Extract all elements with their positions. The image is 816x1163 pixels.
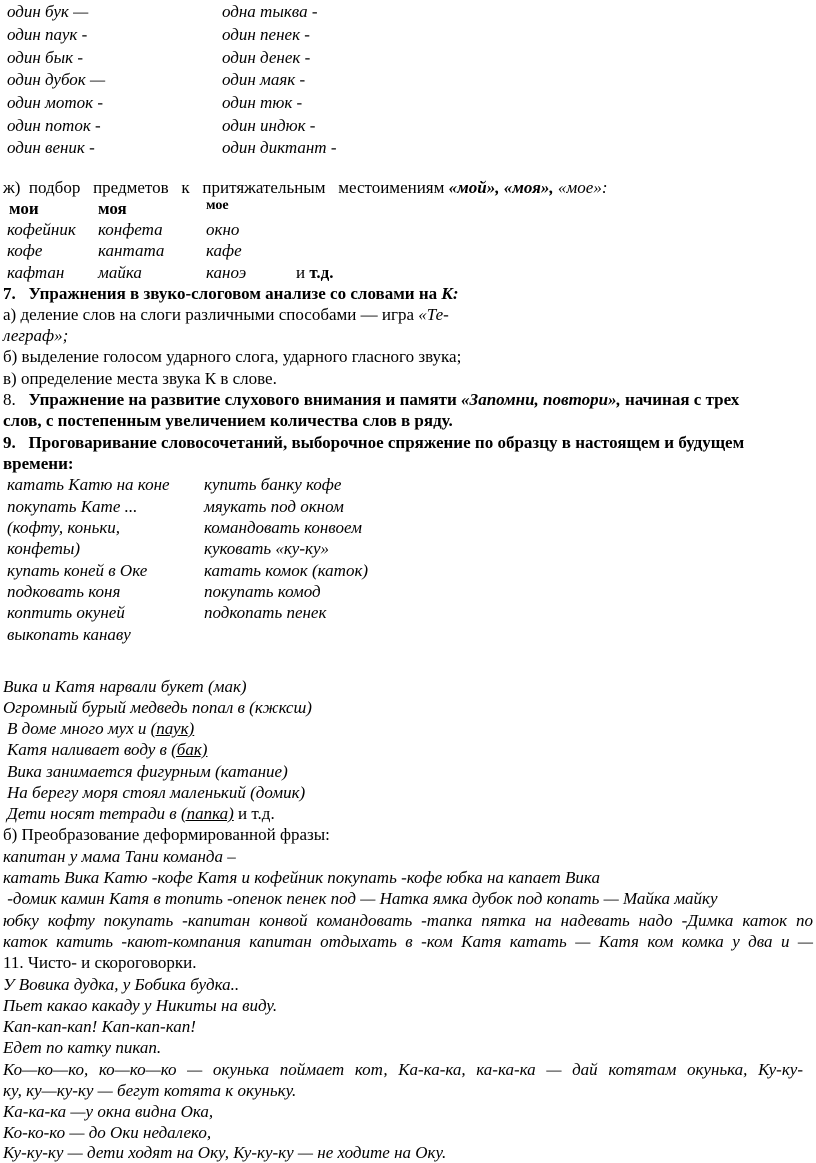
tongue-twister-line: Пьет какао какаду у Никиты на виду. [3,996,278,1015]
section-8-num: 8. [3,390,16,409]
pair-right-4: один маяк - [222,70,306,89]
tongue-twister-line: Ка-ка-ка —у окна видна Ока, [3,1102,214,1121]
phrase-left: покупать Кате ... [7,497,138,516]
deformed-line: -домик камин Катя в топить -опенок пенек под — Натка ямка дубок под копать — Майка майку [3,889,718,908]
section-11-heading: 11. Чисто- и скороговорки. [3,953,197,972]
pair-left-1: один бук — [7,2,89,21]
section-7-c: в) определение места звука К в слове. [3,369,277,388]
pronoun-heading-moe: «мое»: [557,178,608,197]
section-8-game: «Запомни, повтори», [461,390,621,409]
sentence-3 [7,719,194,739]
phrase-right: купить банку кофе [204,475,342,494]
deformed-heading: б) Преобразование деформированной фразы: [3,825,330,844]
sentence-7-text: Дети носят тетради в [7,804,177,823]
pair-right-1: одна тыква - [222,2,318,21]
sentence-7-end: и т.д. [238,804,275,823]
sentence-7 [7,804,275,824]
phrase-left: купать коней в Оке [7,561,148,580]
tongue-twister-line: Ку-ку-ку — дети ходят на Оку, Ку-ку-ку — не ходите на Оку. [3,1143,447,1162]
pronoun-etc [296,263,334,283]
pronoun-cell: окно [206,220,240,239]
section-8-line-1 [3,390,739,410]
phrase-right: мяукать под окном [204,497,344,516]
pair-left-6: один поток - [7,116,101,135]
pronoun-cell: кафтан [7,263,65,282]
pronoun-cell: кантата [98,241,165,260]
pronoun-cell: кофе [7,241,43,260]
phrase-left: выкопать канаву [7,625,131,644]
section-9-line-1: 9. Проговаривание словосочетаний, выборочное спряжение по образцу в настоящем и будущем [3,433,745,452]
section-8-text1: Упражнение на развитие слухового внимания и памяти [28,390,457,409]
phrase-left: конфеты) [7,539,81,558]
pair-left-4: один дубок — [7,70,106,89]
sentence-5 [3,762,288,782]
sentence-4-word: (бак) [171,740,208,759]
tongue-twister-line: У Вовика дудка, у Бобика будка.. [3,975,240,994]
deformed-line: капитан у мама Тани команда – [3,847,236,866]
deformed-line: каток катить -кают-компания капитан отдыхать в -ком Катя катать — Катя ком комка у два и — [3,932,813,951]
etc-plain: и [296,263,306,282]
sentence-1: Вика и Катя нарвали букет (мак) [3,677,247,696]
section-7-heading [3,284,459,304]
section-7-a-text: а) деление слов на слоги различными способами — игра [3,305,415,324]
pronoun-cell: кафе [206,241,242,260]
pair-left-2: один паук - [7,25,88,44]
sentence-3-word: (паук) [150,719,195,738]
pronoun-col-moi: мои [9,199,39,218]
phrase-right: командовать конвоем [204,518,362,537]
pair-right-5: один тюк - [222,93,303,112]
pronoun-cell: майка [98,263,142,282]
phrase-right: катать комок (каток) [204,561,369,580]
pair-left-7: один веник - [7,138,95,157]
sentence-5-text: Вика занимается фигурным (катание) [7,762,288,781]
pair-right-6: один индюк - [222,116,316,135]
tongue-twister-line: Кап-кап-кап! Кап-кап-кап! [3,1017,196,1036]
phrase-right: покупать комод [204,582,321,601]
pronoun-heading-text: ж) подбор предметов к притяжательным местоимениям [3,178,445,197]
section-7-a-game: «Те- [418,305,449,324]
section-7-a [3,305,449,325]
pronoun-cell: конфета [98,220,163,239]
phrase-right: куковать «ку-ку» [204,539,329,558]
pair-right-2: один пенек - [222,25,310,44]
pronoun-heading [3,178,607,198]
sentence-6: На берегу моря стоял маленький (домик) [7,783,306,802]
pronoun-cell: каноэ [206,263,247,282]
tongue-twister-line: ку, ку—ку-ку — бегут котята к окуньку. [3,1081,297,1100]
pair-right-3: один денек - [222,48,311,67]
phrase-left: подковать коня [7,582,121,601]
pronoun-col-moya: моя [98,199,127,218]
section-7-a-cont: леграф»; [3,326,69,345]
deformed-line: катать Вика Катю -кофе Катя и кофейник покупать -кофе юбка на капает Вика [3,868,600,887]
etc-bold: т.д. [309,263,334,282]
deformed-line: юбку кофту покупать -капитан конвой командовать -тапка пятка на надевать надо -Димка каток по [3,911,813,930]
sentence-3-text: В доме много мух и [7,719,147,738]
section-8-line-2: слов, с постепенным увеличением количества слов в ряду. [3,411,453,430]
phrase-left: (кофту, коньки, [7,518,121,537]
tongue-twister-line: Ко—ко—ко, ко—ко—ко — окунька поймает кот, Ка-ка-ка, ка-ка-ка — дай котятам окунька, Ку-ку- [3,1060,803,1079]
sentence-4-text: Катя наливает воду в [7,740,167,759]
tongue-twister-line: Едет по катку пикап. [3,1038,162,1057]
section-8-text2: начиная с трех [625,390,740,409]
pair-right-7: один диктант - [222,138,337,157]
pronoun-cell: кофейник [7,220,76,239]
section-9-line-2: времени: [3,454,74,473]
section-7-letter: К: [441,284,459,303]
pair-left-5: один моток - [7,93,104,112]
pronoun-heading-moi: «мой», «моя», [448,178,554,197]
phrase-right: подкопать пенек [204,603,327,622]
section-7-b: б) выделение голосом ударного слога, ударного гласного звука; [3,347,462,366]
pronoun-col-moe: мое [206,198,229,213]
sentence-4 [3,740,207,760]
phrase-left: катать Катю на коне [7,475,170,494]
tongue-twister-line: Ко-ко-ко — до Оки недалеко, [3,1123,212,1142]
section-7-heading-text: 7. Упражнения в звуко-слоговом анализе со словами на [3,284,438,303]
phrase-left: коптить окуней [7,603,125,622]
sentence-2: Огромный бурый медведь попал в (кжксш) [3,698,312,717]
sentence-7-word: (папка) [180,804,234,823]
pair-left-3: один бык - [7,48,83,67]
